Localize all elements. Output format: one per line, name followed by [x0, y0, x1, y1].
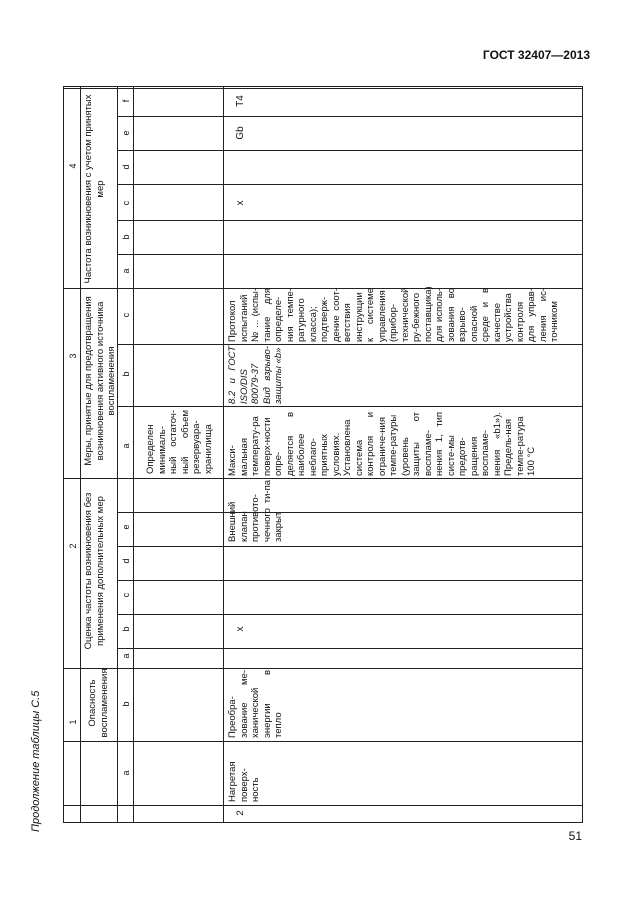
g1-sub-b: b	[121, 701, 131, 707]
row-g1-b: Преобра-зование ме-ханической энергии в тепло	[227, 670, 284, 738]
page-number: 51	[568, 829, 582, 843]
g1-sub-a: a	[121, 770, 131, 776]
g4-sub-e: e	[121, 130, 131, 136]
g4-sub-f: f	[121, 99, 131, 103]
group-4-number: 4	[68, 163, 78, 169]
g4-sub-c: c	[121, 200, 131, 206]
row-g2-b: x	[235, 626, 246, 632]
row-number: 2	[235, 810, 246, 816]
g2-sub-b: b	[121, 626, 131, 632]
table-caption: Продолжение таблицы С.5	[30, 690, 42, 832]
row-g3-b: 8.2 и ГОСТ ISO/DIS 80079-37 Вид взрыво-защиты «b»	[227, 346, 284, 404]
g4-sub-d: d	[121, 164, 131, 170]
g2-sub-a: a	[121, 653, 131, 659]
g3-sub-b: b	[121, 371, 131, 377]
row-g1-a: Нагретая поверх-ность	[227, 761, 261, 802]
g2-sub-d: d	[121, 558, 131, 564]
row-g4-c: x	[235, 200, 246, 206]
row-g3-c: Протокол испытаний № ... (испы-тание для определе-ния темпе-ратурного класса); подтверж-дение соот-ветствия инструкции к системе управления (прибор-технической ру-бежного поставщика) для исполь-зования во взрыво-опасной среде и в качестве устройства контроля для управ-ления ис-точником	[227, 286, 560, 342]
row-g3-a: Макси-мальная температу-ра поверх-ности опре-деляется в наиболее неблаго-приятных условиях. Установлена система контроля и ограниче-ния темпе-ратуры (уровень защиты от воспламе-нения 1, тип систе-мы предотв-ращения воспламе-нения «b1»). Предель-ная темпе-ратура 100 °C	[227, 412, 537, 476]
group-2-number: 2	[68, 543, 78, 549]
standard-header: ГОСТ 32407—2013	[482, 48, 590, 62]
group-3-title: Меры, принятые для предотвращения возникновения активного источника воспламенения	[83, 296, 117, 466]
g3-sub-a: a	[121, 443, 131, 449]
group-3-number: 3	[68, 353, 78, 359]
row-g2-e: Внешний клапан противото-чечного ти-па закрыт	[227, 480, 284, 542]
row-g4-e: Gb	[235, 126, 246, 140]
continuation-g3-a: Определен минималь-ный остаточ-ный объем резервуара-хранилища	[145, 410, 214, 474]
g3-sub-c: c	[121, 312, 131, 318]
group-4-title: Частота возникновения с учетом принятых мер	[83, 94, 106, 284]
g2-sub-e: e	[121, 524, 131, 530]
group-1-number: 1	[68, 719, 78, 725]
group-1-title: Опасность воспламенения	[87, 668, 110, 738]
group-2-title: Оценка частоты возникновения без применения дополнительных мер	[83, 492, 106, 650]
rotated-table	[63, 86, 583, 823]
g4-sub-a: a	[121, 268, 131, 274]
g4-sub-b: b	[121, 234, 131, 240]
g2-sub-c: c	[121, 592, 131, 598]
row-g4-f: T4	[235, 95, 246, 107]
